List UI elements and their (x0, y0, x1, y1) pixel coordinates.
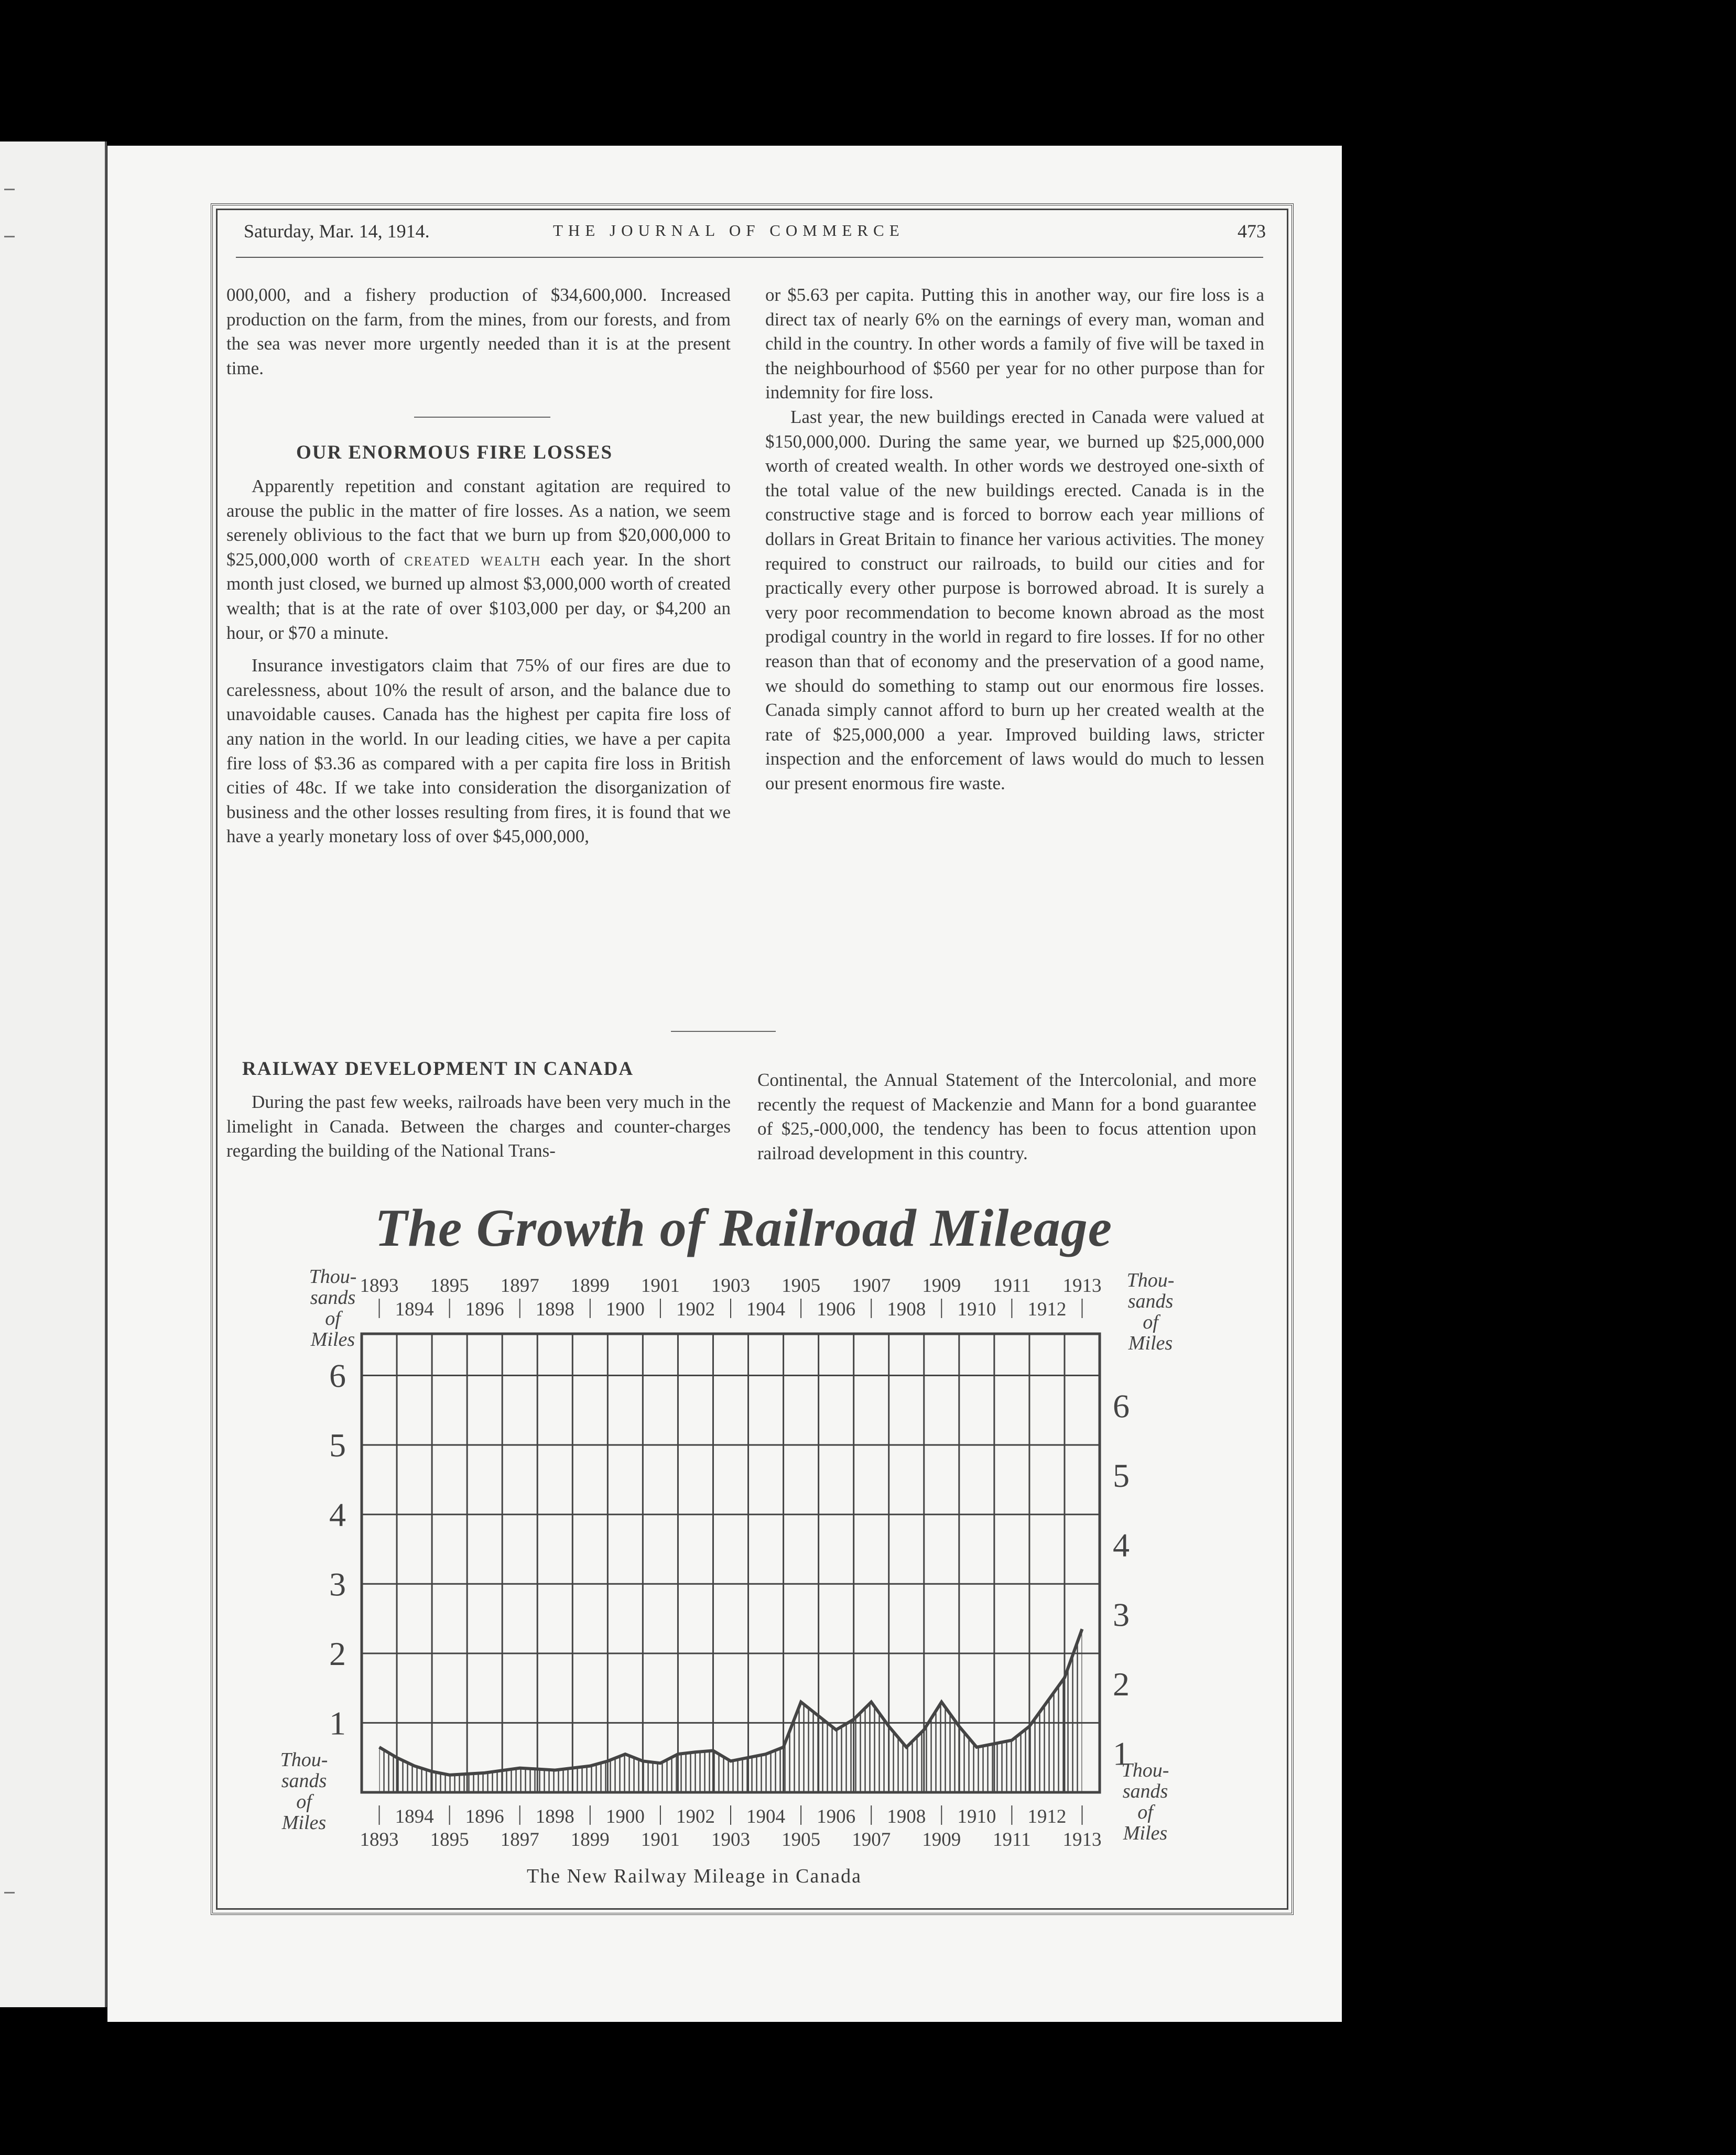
x-tick-label-bottom-even: 1910 (957, 1806, 996, 1827)
x-tick-label-bottom-even: 1904 (746, 1806, 786, 1827)
x-tick-label-top-even: 1910 (957, 1299, 996, 1320)
y-axis-label-top-left: sands (310, 1287, 356, 1309)
y-axis-label-bottom-left: sands (281, 1770, 327, 1792)
x-tick-label-bottom-even: 1894 (395, 1806, 434, 1827)
page-number: 473 (1238, 221, 1266, 242)
y-tick-label-right: 2 (1113, 1665, 1130, 1703)
y-axis-label-bottom-right: sands (1122, 1780, 1168, 1802)
y-tick-label-right: 4 (1113, 1526, 1130, 1564)
y-axis-label-bottom-left: of (296, 1791, 312, 1813)
y-tick-label-right: 1 (1113, 1735, 1130, 1772)
x-tick-label-top-even: 1906 (817, 1299, 856, 1320)
y-tick-label-left: 5 (329, 1427, 346, 1464)
y-axis-label-bottom-right: Miles (1123, 1822, 1168, 1844)
fire-paragraph-2: Insurance investigators claim that 75% of our fires are due to carelessness, about 10% the result of arson, and the balance due to unavoidable causes. Canada has the highest per capita fire loss of any nation in the world. In our leading cities, we have a per capita fire loss of $3.36 as compared with a per capita fire loss in British cities of 48c. If we take into consideration the disorganization of business and the other losses resulting from fires, it is found that we have a yearly monetary loss of over $45,000,000, (226, 655, 731, 847)
y-tick-label-left: 4 (329, 1496, 346, 1533)
x-tick-label-top-odd: 1907 (852, 1275, 891, 1297)
issue-date: Saturday, Mar. 14, 1914. (244, 221, 430, 242)
x-tick-label-bottom-even: 1912 (1027, 1806, 1067, 1827)
y-tick-label-left: 3 (329, 1565, 346, 1603)
x-tick-label-top-odd: 1913 (1062, 1275, 1102, 1297)
x-tick-label-top-odd: 1899 (570, 1275, 610, 1297)
x-tick-label-bottom-even: 1900 (605, 1806, 645, 1827)
x-tick-label-top-odd: 1901 (641, 1275, 680, 1297)
x-tick-label-bottom-even: 1896 (465, 1806, 504, 1827)
x-tick-label-bottom-odd: 1893 (360, 1829, 399, 1851)
y-axis-label-top-right: sands (1127, 1290, 1174, 1312)
chart-title: The Growth of Railroad Mileage (375, 1199, 1113, 1258)
fire-p1-text-end: each year. In the short month just closed, we burned up almost $3,000,000 worth of created wealth; that is at the rate of over $103,000 per day, or $4,200 an hour, or $70 a minute. (226, 549, 731, 643)
x-tick-label-bottom-even: 1898 (535, 1806, 574, 1827)
x-tick-label-top-even: 1894 (395, 1299, 434, 1320)
intro-paragraph: 000,000, and a fishery production of $34,600,000. Increased production on the farm, from the mines, from our forests, and from the sea was never more urgently needed than it is at the present time. (226, 285, 731, 378)
y-tick-label-left: 2 (329, 1635, 346, 1672)
y-axis-label-bottom-right: Thou- (1121, 1759, 1169, 1781)
x-tick-label-top-odd: 1895 (430, 1275, 469, 1297)
x-tick-label-bottom-odd: 1913 (1062, 1829, 1102, 1851)
x-tick-label-top-even: 1898 (535, 1299, 574, 1320)
y-tick-label-left: 1 (329, 1704, 346, 1742)
x-tick-label-top-even: 1912 (1027, 1299, 1067, 1320)
fire-paragraph-3: or $5.63 per capita. Putting this in another way, our fire loss is a direct tax of nearly 6% on the earnings of every man, woman and child in the country. In other words a family of five will be taxed in the neighbourhood of $560 per year for no other purpose than for indemnity for fire loss. (765, 285, 1264, 403)
x-tick-label-top-even: 1904 (746, 1299, 786, 1320)
x-tick-label-top-odd: 1905 (782, 1275, 821, 1297)
y-tick-label-left: 6 (329, 1357, 346, 1395)
y-tick-label-right: 5 (1113, 1457, 1130, 1495)
x-tick-label-bottom-odd: 1907 (852, 1829, 891, 1851)
x-tick-label-bottom-odd: 1909 (922, 1829, 961, 1851)
x-tick-label-top-odd: 1897 (500, 1275, 539, 1297)
x-tick-label-top-even: 1908 (887, 1299, 926, 1320)
x-tick-label-bottom-even: 1908 (887, 1806, 926, 1827)
mileage-series-line (379, 1629, 1082, 1775)
x-tick-label-top-odd: 1909 (922, 1275, 961, 1297)
x-tick-label-top-odd: 1893 (360, 1275, 399, 1297)
railway-paragraph-2: Continental, the Annual Statement of the Intercolonial, and more recently the request of Mackenzie and Mann for a bond guarantee of $25,-000,000, the tendency has been to focus attention upon railroad development in this country. (757, 1070, 1256, 1163)
y-axis-label-bottom-left: Thou- (280, 1749, 328, 1771)
x-tick-label-bottom-odd: 1911 (993, 1829, 1031, 1851)
y-axis-label-bottom-right: of (1137, 1801, 1153, 1823)
x-tick-label-top-even: 1896 (465, 1299, 504, 1320)
y-axis-label-top-right: of (1143, 1311, 1158, 1333)
x-tick-label-top-even: 1902 (676, 1299, 715, 1320)
x-tick-label-bottom-odd: 1895 (430, 1829, 469, 1851)
chart-caption: The New Railway Mileage in Canada (527, 1865, 862, 1887)
railway-paragraph-1: During the past few weeks, railroads have been very much in the limelight in Canada. Between the charges and counter-charges regarding the building of the National Trans- (226, 1092, 731, 1161)
y-tick-label-right: 6 (1113, 1387, 1130, 1425)
fire-p1-smallcaps: created wealth (404, 549, 541, 570)
x-tick-label-bottom-odd: 1901 (641, 1829, 680, 1851)
x-tick-label-bottom-odd: 1897 (500, 1829, 539, 1851)
fire-losses-heading: OUR ENORMOUS FIRE LOSSES (296, 442, 613, 463)
x-tick-label-top-odd: 1903 (711, 1275, 750, 1297)
x-tick-label-top-even: 1900 (605, 1299, 645, 1320)
y-tick-label-right: 3 (1113, 1596, 1130, 1634)
journal-title: THE JOURNAL OF COMMERCE (553, 221, 905, 240)
fire-p1-text: Apparently repetition and constant agitation are required to arouse the public in the matter of fire losses. As a nation, we seem serenely oblivious to the fact that we burn up from $20,000,000 to $25,000,000 worth of (226, 476, 731, 570)
y-axis-label-top-left: Miles (310, 1329, 355, 1351)
y-axis-label-top-left: Thou- (309, 1266, 357, 1288)
y-axis-label-bottom-left: Miles (281, 1812, 327, 1834)
x-tick-label-bottom-odd: 1905 (782, 1829, 821, 1851)
x-tick-label-bottom-odd: 1903 (711, 1829, 750, 1851)
y-axis-label-top-right: Thou- (1126, 1269, 1175, 1291)
x-tick-label-bottom-even: 1906 (817, 1806, 856, 1827)
railway-heading: RAILWAY DEVELOPMENT IN CANADA (242, 1058, 634, 1080)
fire-paragraph-4: Last year, the new buildings erected in Canada were valued at $150,000,000. During the same year, we burned up $25,000,000 worth of created wealth. In other words we destroyed one-sixth of the total value of the new buildings erected. Canada is in the constructive stage and is forced to borrow each year millions of dollars in Great Britain to finance her various activities. The money required to construct our railroads, to build our cities and for practically every other purpose is borrowed abroad. It is surely a very poor recommendation to become known abroad as the most prodigal country in the world in regard to fire losses. If for no other reason than that of economy and the preservation of a good name, we should do something to stamp out our enormous fire losses. Canada simply cannot afford to burn up her created wealth at the rate of $25,000,000 a year. Improved building laws, stricter inspection and the enforcement of laws would do much to lessen our present enormous fire waste. (765, 406, 1264, 793)
x-tick-label-bottom-even: 1902 (676, 1806, 715, 1827)
y-axis-label-top-right: Miles (1128, 1332, 1173, 1354)
x-tick-label-bottom-odd: 1899 (570, 1829, 610, 1851)
x-tick-label-top-odd: 1911 (993, 1275, 1031, 1297)
y-axis-label-top-left: of (325, 1308, 341, 1330)
